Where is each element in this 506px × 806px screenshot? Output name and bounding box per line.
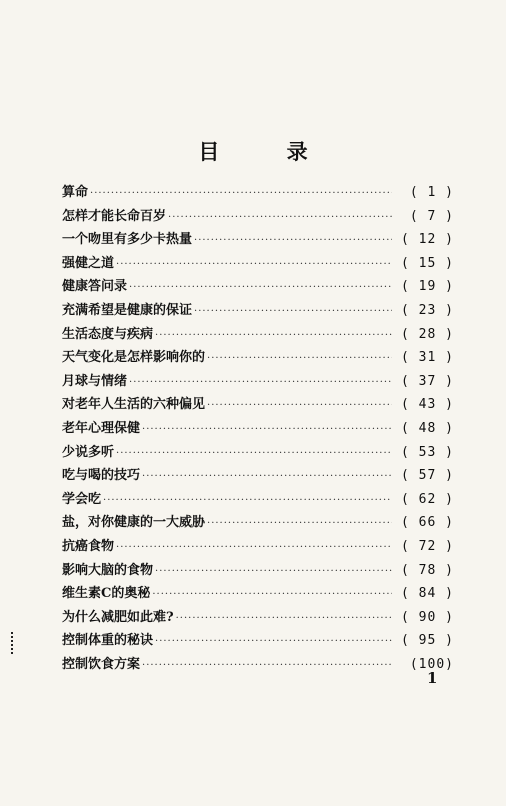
toc-entry-title: 月球与情绪 [62,373,128,389]
toc-entry-title: 学会吃 [62,491,102,507]
toc-entry-page: ( 62 ) [401,491,454,507]
toc-leader-dots [207,400,392,411]
toc-entry [62,417,454,441]
toc-entry-page: ( 66 ) [401,515,454,531]
toc-entry-title: 控制饮食方案 [62,656,141,672]
toc-entry [62,181,454,205]
toc-entry-title: 维生素C的奥秘 [62,586,151,602]
toc-entry [62,346,454,370]
toc-leader-dots [207,353,392,364]
toc-leader-dots [90,188,392,199]
toc-entry-title: 生活态度与疾病 [62,326,154,342]
toc-entry-title: 控制体重的秘诀 [62,633,154,649]
toc-leader-dots [116,448,392,459]
toc-entry [62,653,454,677]
toc-entry-title: 对老年人生活的六种偏见 [62,397,206,413]
toc-leader-dots [155,330,392,341]
margin-mark [11,632,15,654]
toc-leader-dots [142,471,392,482]
toc-entry [62,228,454,252]
toc-entry-page: ( 53 ) [401,444,454,460]
toc-entry [62,629,454,653]
toc-leader-dots [152,589,392,600]
toc-entry-title: 一个吻里有多少卡热量 [62,232,193,248]
toc-entry [62,393,454,417]
toc-entry [62,441,454,465]
toc-leader-dots [194,306,392,317]
toc-entry-title: 老年心理保健 [62,420,141,436]
toc-entry-page: ( 72 ) [401,538,454,554]
toc-entry-page: ( 19 ) [401,279,454,295]
toc-entry-page: ( 84 ) [401,586,454,602]
toc-entry-title: 影响大脑的食物 [62,562,154,578]
toc-entry-title: 健康答问录 [62,279,128,295]
toc-entry-title: 抗癌食物 [62,538,115,554]
toc-entry-title: 为什么减肥如此难? [62,609,174,625]
toc-leader-dots [194,235,392,246]
toc-leader-dots [176,613,392,624]
toc-entry [62,323,454,347]
toc-entry-title: 强健之道 [62,255,115,271]
toc-entry [62,299,454,323]
toc-leader-dots [207,518,392,529]
toc-entry-page: ( 1 ) [409,185,454,200]
toc-leader-dots [116,259,392,270]
toc-leader-dots [142,424,392,435]
toc-leader-dots [155,636,392,647]
toc-entry-page: ( 23 ) [401,302,454,318]
toc-leader-dots [155,566,392,577]
toc-entry-title: 少说多听 [62,444,115,460]
toc-leader-dots [129,282,392,293]
toc-entry [62,275,454,299]
toc-entry-page: ( 90 ) [401,609,454,625]
page-title: 目 录 [198,140,338,164]
toc-entry-title: 吃与喝的技巧 [62,468,141,484]
toc-entry-title: 怎样才能长命百岁 [62,208,167,224]
toc-entry-page: ( 12 ) [401,232,454,248]
toc-entry-title: 算命 [62,185,89,200]
page-number: 1 [427,669,438,687]
toc-entry [62,488,454,512]
toc-leader-dots [142,660,392,671]
toc-entry [62,559,454,583]
toc-entry-page: ( 57 ) [401,468,454,484]
toc-entry-title: 充满希望是健康的保证 [62,302,193,318]
toc-entry-title: 盐，对你健康的一大威胁 [62,515,206,531]
toc-leader-dots [103,495,392,506]
toc-entry [62,511,454,535]
toc-entry-page: ( 48 ) [401,420,454,436]
toc-leader-dots [168,212,392,223]
toc-entry-page: ( 95 ) [401,633,454,649]
toc-leader-dots [129,377,392,388]
toc-entry-page: ( 28 ) [401,326,454,342]
toc-entry [62,464,454,488]
toc-entry-page: ( 7 ) [409,208,454,224]
toc-entry-page: ( 78 ) [401,562,454,578]
toc-entry-page: ( 31 ) [401,350,454,366]
toc-entry-page: ( 37 ) [401,373,454,389]
toc-entry [62,582,454,606]
toc-entry-title: 天气变化是怎样影响你的 [62,350,206,366]
toc-entry [62,606,454,630]
toc-entry-page: ( 43 ) [401,397,454,413]
toc-leader-dots [116,542,392,553]
toc-entry [62,535,454,559]
toc-entry [62,370,454,394]
toc-entry [62,205,454,229]
toc-entry-page: ( 15 ) [401,255,454,271]
toc-entry [62,252,454,276]
table-of-contents [62,181,454,676]
toc-entry-page: (100) [409,656,454,672]
